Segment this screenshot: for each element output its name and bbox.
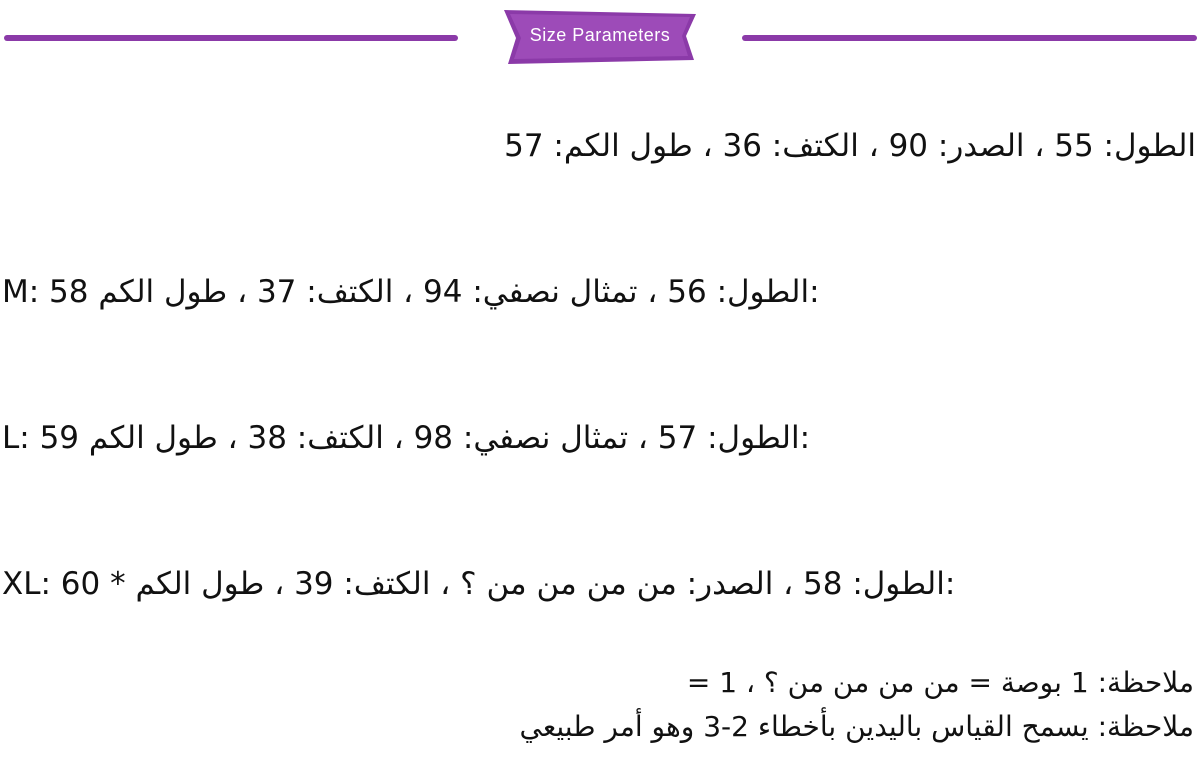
note-measurement-error: ملاحظة: يسمح القياس باليدين بأخطاء 2-3 وهو أمر طبيعي (519, 710, 1194, 743)
note-inch-conversion: ملاحظة: 1 بوصة = من من من من ؟ ، 1 = (686, 666, 1194, 699)
size-xl-row: XL: 60 * الطول: 58 ، الصدر: من من من من ؟ ، الكتف: 39 ، طول الكم: (2, 566, 956, 602)
size-m-row: M: 58 الطول: 56 ، تمثال نصفي: 94 ، الكتف: 37 ، طول الكم: (2, 274, 820, 310)
header-divider-right (742, 35, 1197, 41)
header-divider-left (4, 35, 458, 41)
size-parameters-banner (500, 8, 700, 66)
size-l-row: L: 59 الطول: 57 ، تمثال نصفي: 98 ، الكتف: 38 ، طول الكم: (2, 420, 811, 456)
banner-title: Size Parameters (529, 25, 671, 45)
size-s-row: الطول: 55 ، الصدر: 90 ، الكتف: 36 ، طول الكم: 57 (504, 128, 1196, 164)
